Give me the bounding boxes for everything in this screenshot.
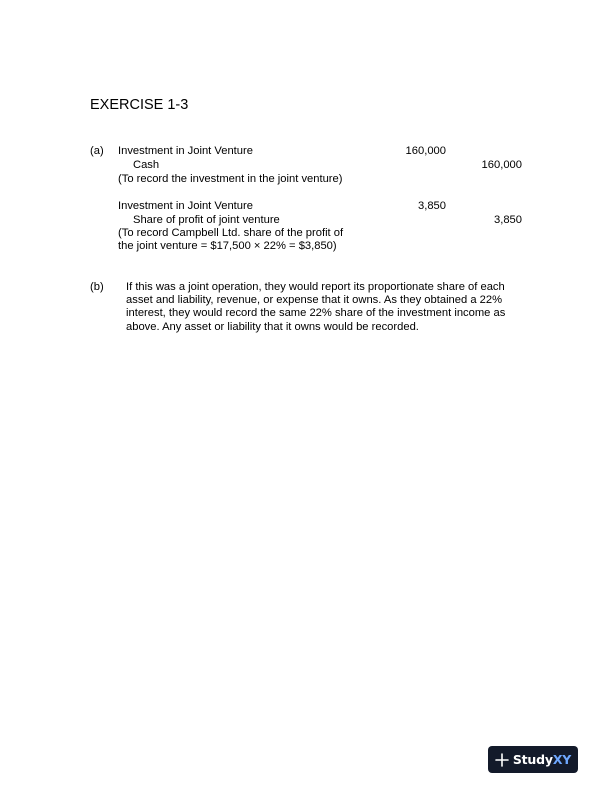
entry-2-credit-account: Share of profit of joint venture <box>133 214 280 226</box>
entry-1-credit-account: Cash <box>133 159 160 171</box>
exercise-title: EXERCISE 1-3 <box>90 97 189 113</box>
entry-2-debit-account: Investment in Joint Venture <box>118 200 253 212</box>
studyxy-logo <box>488 746 578 773</box>
entry-2-debit-amount: 3,850 <box>418 200 446 212</box>
part-b-paragraph: If this was a joint operation, they would report its proportionate share of each asset and liability, revenue, or expense that it owns. As they obtained a 22% interest, they would record the same 22% share of the investment income as above. Any asset or liability that it owns would be recorded. <box>126 281 506 333</box>
part-b-label: (b) <box>90 281 104 293</box>
entry-2-credit-amount: 3,850 <box>494 214 522 226</box>
part-a-label: (a) <box>90 145 104 157</box>
entry-1-explanation: (To record the investment in the joint venture) <box>118 173 343 185</box>
entry-2-explanation-line-1: (To record Campbell Ltd. share of the profit of <box>118 227 344 239</box>
entry-1-credit-amount: 160,000 <box>481 159 522 171</box>
entry-2-explanation-line-2: the joint venture = $17,500 × 22% = $3,850) <box>118 240 337 252</box>
entry-1-debit-account: Investment in Joint Venture <box>118 145 253 157</box>
plus-icon <box>495 753 509 767</box>
logo-brand-accent: XY <box>552 752 572 767</box>
logo-wordmark <box>513 752 571 767</box>
logo-brand: Study <box>512 752 553 767</box>
entry-1-debit-amount: 160,000 <box>405 145 446 157</box>
